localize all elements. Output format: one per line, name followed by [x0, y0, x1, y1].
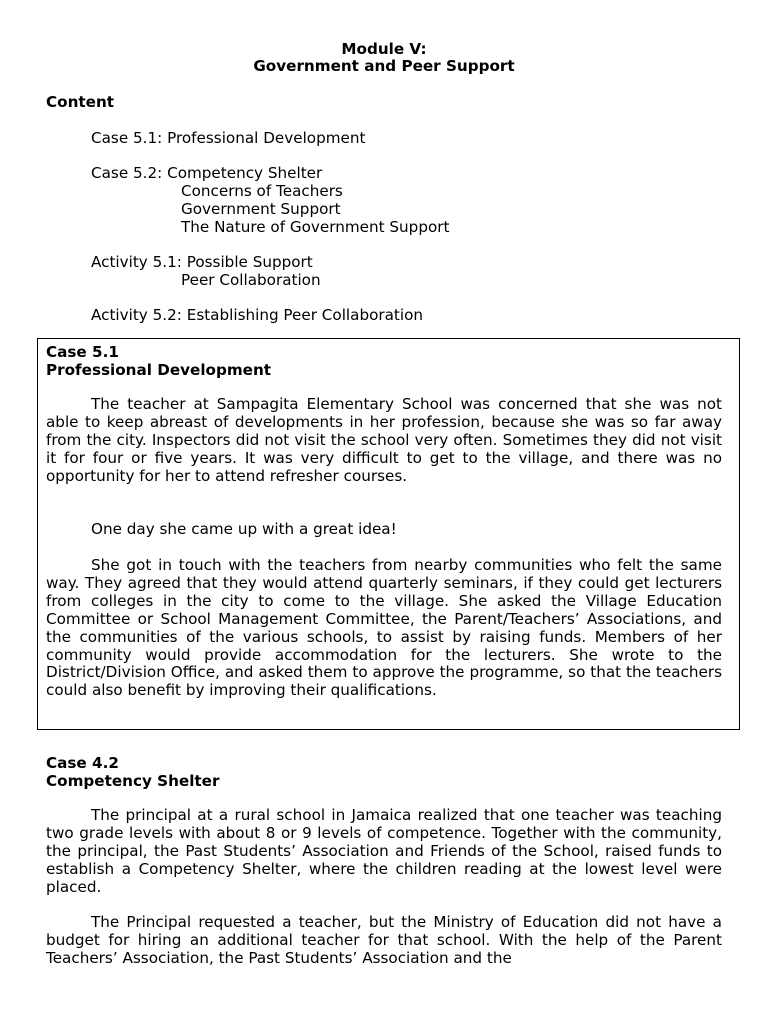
case-5-1-paragraph: The teacher at Sampagita Elementary School was concerned that she was not able to keep abreast of developments in her profession, because she was so far away from the city. Inspectors did not visit the school very often. Sometimes they did not visit it for four or five years. It was very difficult to get to the village, and there was no opportunity for her to attend refresher courses.: [46, 395, 722, 485]
case-4-2-paragraph: The Principal requested a teacher, but the Ministry of Education did not have a budget for hiring an additional teacher for that school. With the help of the Parent Teachers’ Association, the Past Students’ Association and the: [46, 913, 722, 967]
case-5-1-paragraph: She got in touch with the teachers from nearby communities who felt the same way. They agreed that they would attend quarterly seminars, if they could get lecturers from colleges in the city to come to the village. She asked the Village Education Committee or School Management Committee, the Parent/Teachers’ Associations, and the communities of the various schools, to assist by raising funds. Members of her community would provide accommodation for the lecturers. She wrote to the District/Division Office, and asked them to approve the programme, so that the teachers could also benefit by improving their qualifications.: [46, 556, 722, 700]
toc-activity-5-1: Activity 5.1: Possible Support: [91, 253, 313, 271]
contents-heading: Content: [46, 93, 115, 111]
toc-case-5-2-item: Government Support: [181, 200, 341, 218]
case-4-2-title: Competency Shelter: [46, 772, 220, 790]
case-5-1-title: Professional Development: [46, 361, 272, 379]
case-4-2-label: Case 4.2: [46, 754, 119, 772]
toc-case-5-2-item: The Nature of Government Support: [181, 218, 450, 236]
case-5-1-paragraph: One day she came up with a great idea!: [91, 520, 397, 538]
toc-case-5-2: Case 5.2: Competency Shelter: [91, 164, 323, 182]
case-5-1-label: Case 5.1: [46, 343, 119, 361]
toc-activity-5-1-item: Peer Collaboration: [181, 271, 321, 289]
toc-case-5-2-item: Concerns of Teachers: [181, 182, 343, 200]
toc-case-5-1: Case 5.1: Professional Development: [91, 129, 366, 147]
toc-activity-5-2: Activity 5.2: Establishing Peer Collaboration: [91, 306, 424, 324]
case-4-2-paragraph: The principal at a rural school in Jamaica realized that one teacher was teaching two grade levels with about 8 or 9 levels of competence. Together with the community, the principal, the Past Students’ Association and Friends of the School, raised funds to establish a Competency Shelter, where the children reading at the lowest level were placed.: [46, 806, 722, 896]
module-number: Module V:: [341, 40, 427, 58]
module-title: Government and Peer Support: [253, 57, 515, 75]
